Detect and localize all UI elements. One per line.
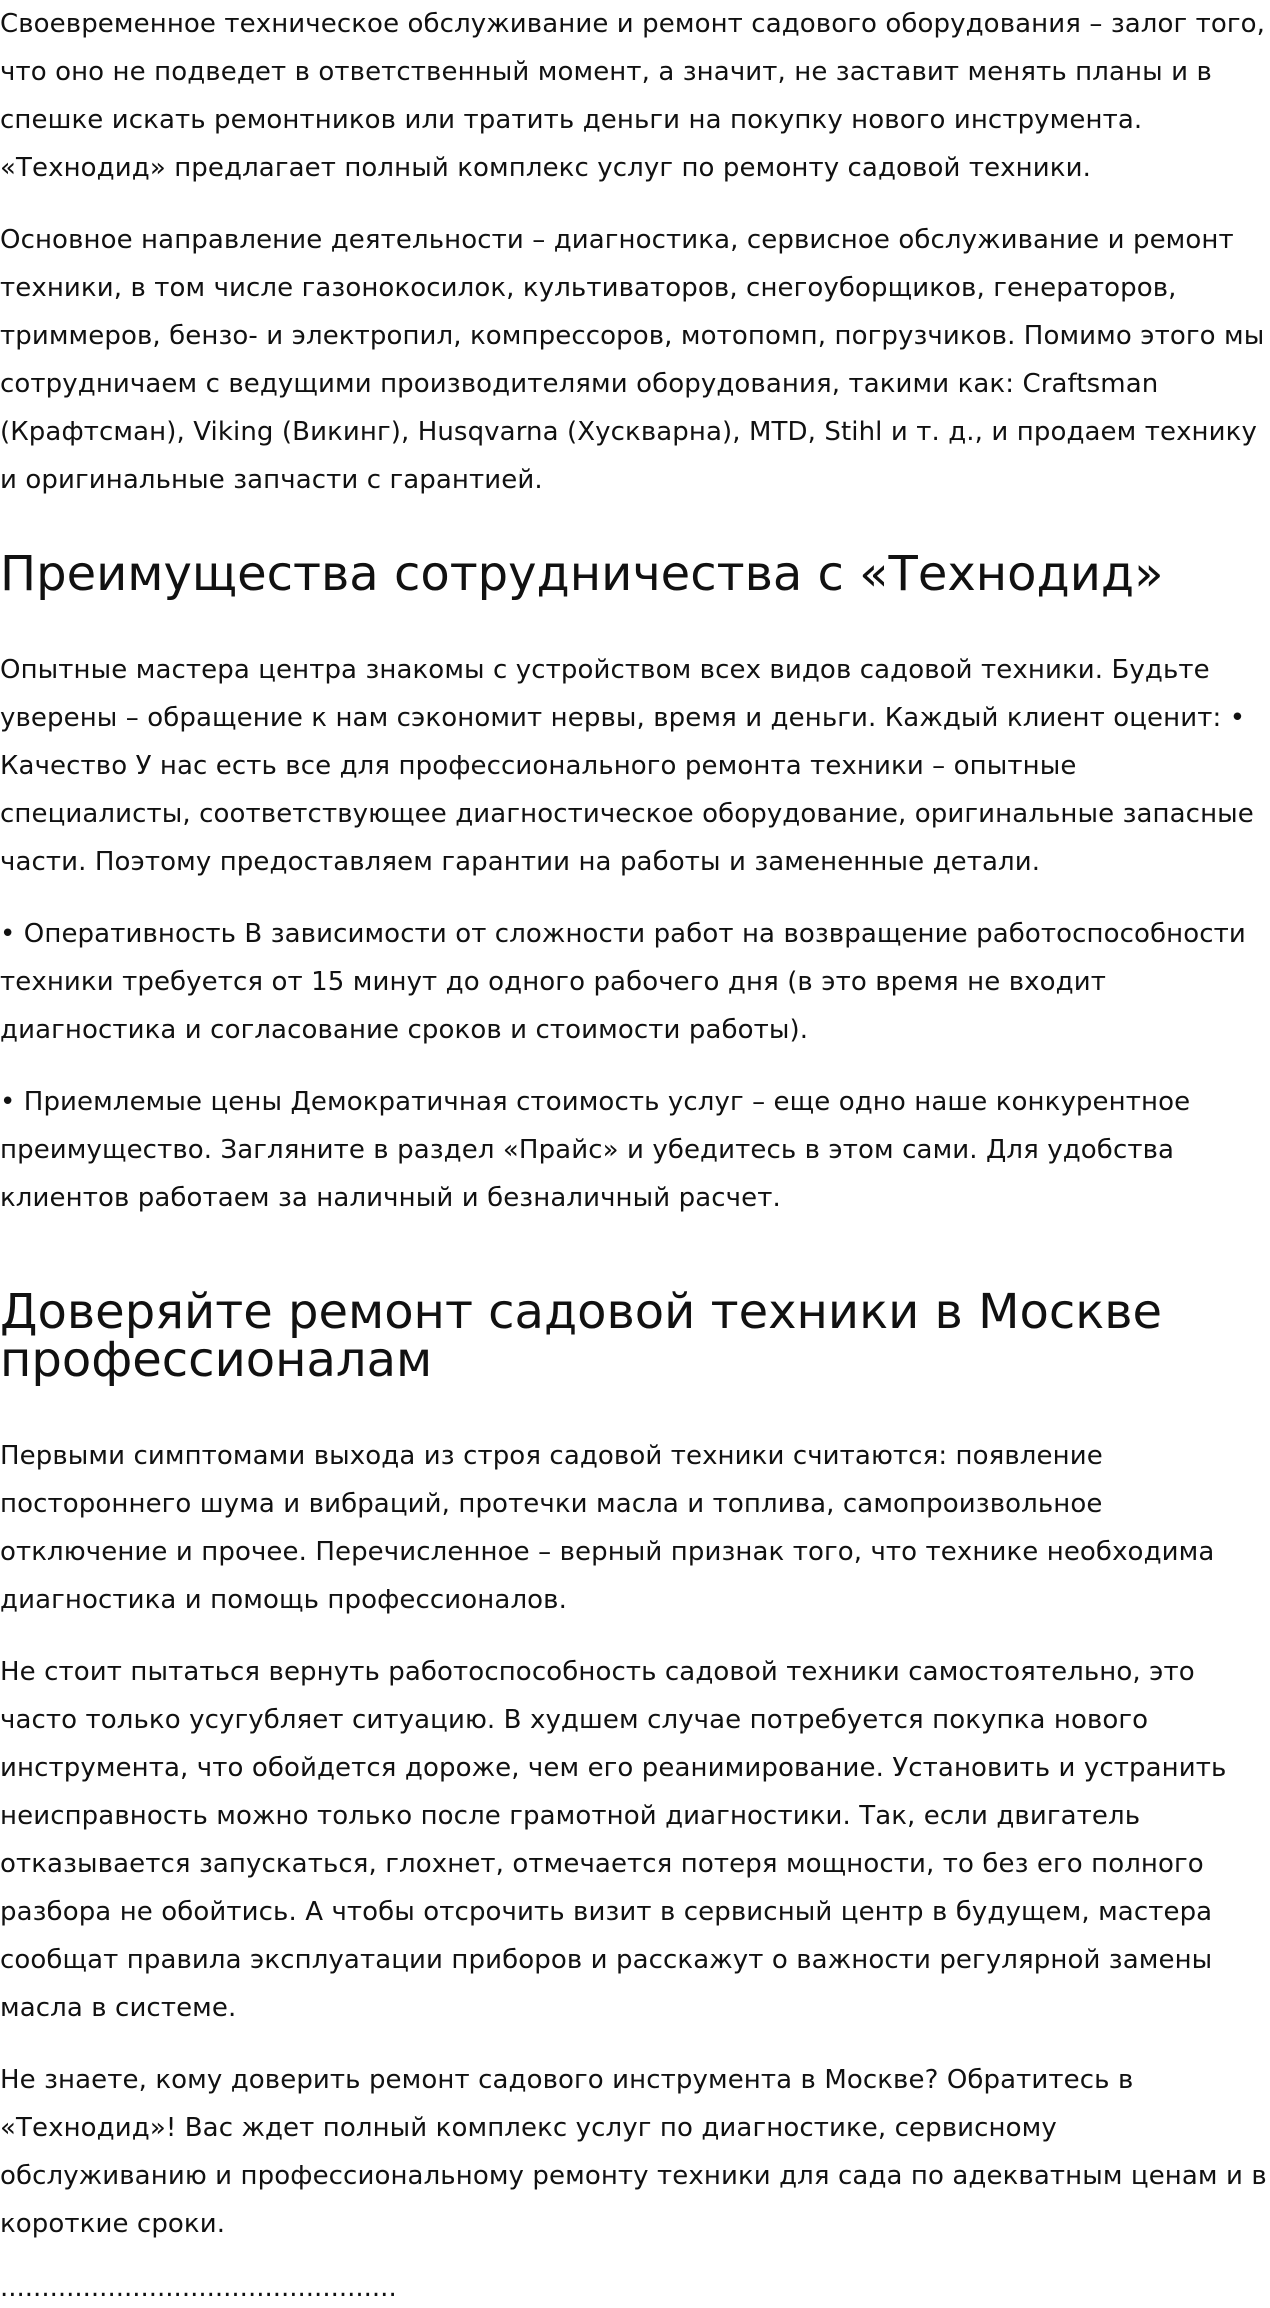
advantages-paragraph-2: • Оперативность В зависимости от сложности работ на возвращение работоспособности техники требуется от 15 минут до одного рабочего дня (в это время не входит диагностика и согласование сроков и стоимости работы). (0, 919, 1246, 1045)
trust-paragraph-2: Не стоит пытаться вернуть работоспособность садовой техники самостоятельно, это часто только усугубляет ситуацию. В худшем случае потребуется покупка нового инструмента, что обойдется дороже, чем его реанимирование. Установить и устранить неисправность можно только после грамотной диагностики. Так, если двигатель отказывается запускаться, глохнет, отмечается потеря мощности, то без его полного разбора не обойтись. А чтобы отсрочить визит в сервисный центр в будущем, мастера сообщат правила эксплуатации приборов и расскажут о важности регулярной замены масла в системе. (0, 1657, 1227, 2023)
intro-paragraph-1: Своевременное техническое обслуживание и ремонт садового оборудования – залог того, что оно не подведет в ответственный момент, а значит, не заставит менять планы и в спешке искать ремонтников или тратить деньги на покупку нового инструмента. «Технодид» предлагает полный комплекс услуг по ремонту садовой техники. (0, 9, 1266, 183)
dotted-separator: ................................................ (0, 2273, 397, 2303)
advantages-paragraph-1: Опытные мастера центра знакомы с устройством всех видов садовой техники. Будьте уверены – обращение к нам сэкономит нервы, время и деньги. Каждый клиент оценит: • Качество У нас есть все для профессионального ремонта техники – опытные специалисты, соответствующее диагностическое оборудование, оригинальные запасные части. Поэтому предоставляем гарантии на работы и замененные детали. (0, 655, 1254, 877)
trust-paragraph-1: Первыми симптомами выхода из строя садовой техники считаются: появление постороннего шума и вибраций, протечки масла и топлива, самопроизвольное отключение и прочее. Перечисленное – верный признак того, что технике необходима диагностика и помощь профессионалов. (0, 1441, 1215, 1615)
trust-paragraph-3: Не знаете, кому доверить ремонт садового инструмента в Москве? Обратитесь в «Технодид»! Вас ждет полный комплекс услуг по диагностике, сервисному обслуживанию и профессиональному ремонту техники для сада по адекватным ценам и в короткие сроки. (0, 2065, 1267, 2239)
intro-paragraph-2: Основное направление деятельности – диагностика, сервисное обслуживание и ремонт техники, в том числе газонокосилок, культиваторов, снегоуборщиков, генераторов, триммеров, бензо- и электропил, компрессоров, мотопомп, погрузчиков. Помимо этого мы сотрудничаем с ведущими производителями оборудования, такими как: Craftsman (Крафтсман), Viking (Викинг), Husqvarna (Хускварна), MTD, Stihl и т. д., и продаем технику и оригинальные запчасти с гарантией. (0, 225, 1265, 495)
trust-heading: Доверяйте ремонт садовой техники в Москве профессионалам (0, 1284, 1163, 1388)
advantages-heading: Преимущества сотрудничества с «Технодид» (0, 546, 1164, 602)
advantages-paragraph-3: • Приемлемые цены Демократичная стоимость услуг – еще одно наше конкурентное преимущество. Загляните в раздел «Прайс» и убедитесь в этом сами. Для удобства клиентов работаем за наличный и безналичный расчет. (0, 1087, 1191, 1213)
